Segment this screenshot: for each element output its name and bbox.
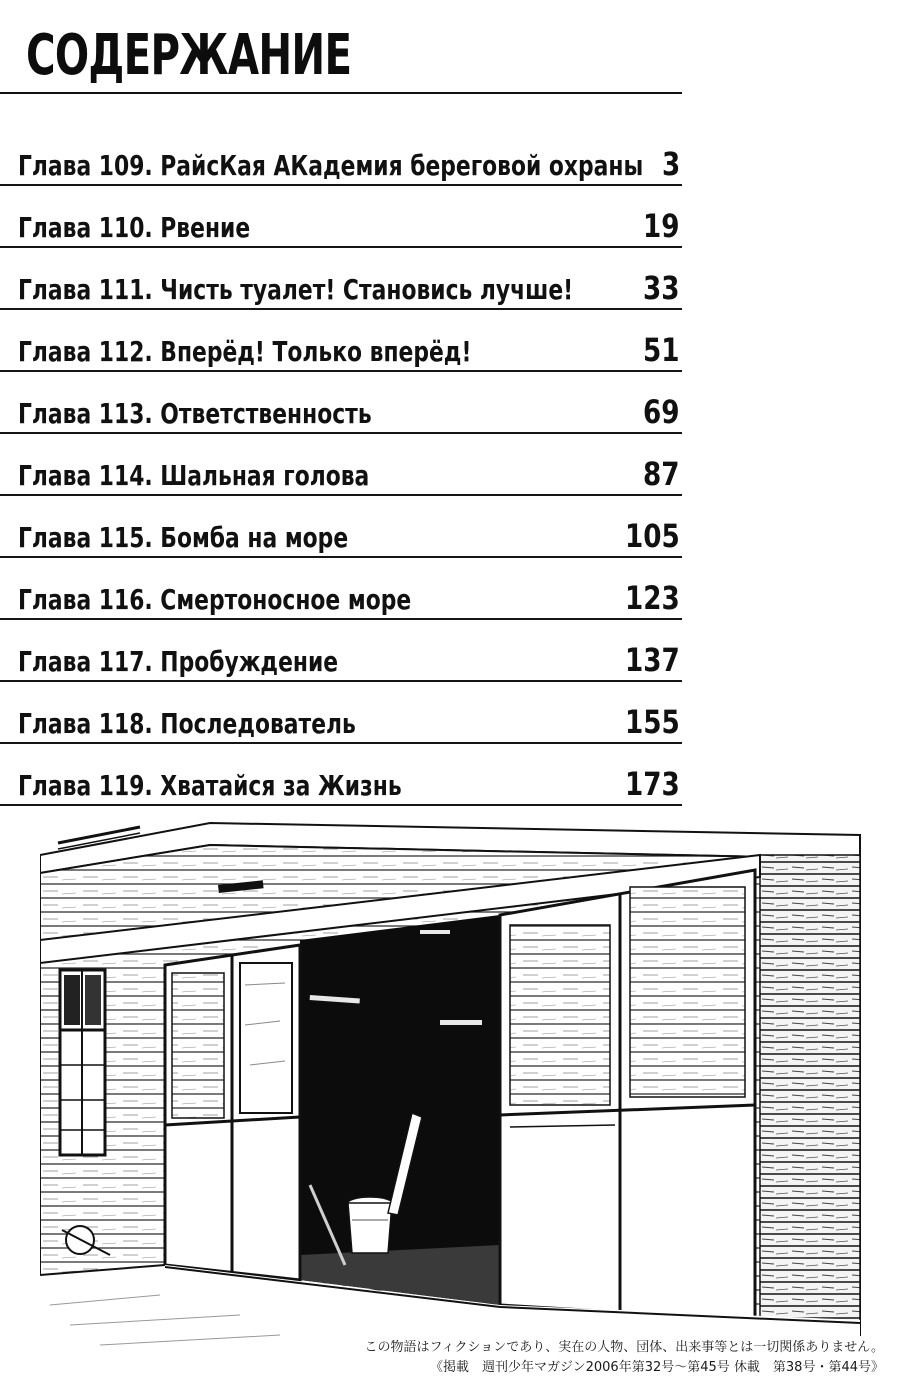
chapter-page-number: 19 — [643, 207, 680, 245]
chapter-title: Глава 116. Смертоносное море — [18, 583, 412, 616]
chapter-page-number: 33 — [643, 269, 680, 307]
chapter-title: Глава 119. Хватайся за Жизнь — [18, 769, 402, 802]
toc-entry — [0, 744, 682, 806]
chapter-page-number: 173 — [625, 765, 680, 803]
toc-entry — [0, 558, 682, 620]
chapter-page-number: 51 — [643, 331, 680, 369]
chapter-title: Глава 114. Шальная голова — [18, 459, 370, 492]
page-title: СОДЕРЖАНИЕ — [26, 23, 352, 88]
warehouse-illustration — [40, 815, 870, 1370]
toc-entry — [0, 186, 682, 248]
chapter-title: Глава 112. Вперёд! Только вперёд! — [18, 335, 472, 368]
chapter-page-number: 155 — [625, 703, 680, 741]
toc-entry — [0, 620, 682, 682]
chapter-title: Глава 117. Пробуждение — [18, 645, 339, 678]
chapter-title: Глава 111. Чисть туалет! Становись лучше! — [18, 273, 574, 306]
toc-entry — [0, 434, 682, 496]
fiction-disclaimer: この物語はフィクションであり、実在の人物、団体、出来事等とは一切関係ありません。 — [364, 1340, 884, 1355]
serialization-info: 《掲載 週刊少年マガジン2006年第32号～第45号 休載 第38号・第44号》 — [429, 1360, 884, 1376]
chapter-page-number: 123 — [625, 579, 680, 617]
chapter-title: Глава 109. РайсКая АКадемия береговой охраны — [18, 149, 644, 182]
chapter-title: Глава 118. Последователь — [18, 707, 356, 740]
toc-entry — [0, 496, 682, 558]
chapter-page-number: 69 — [643, 393, 680, 431]
chapter-page-number: 3 — [661, 145, 680, 183]
toc-entry — [0, 310, 682, 372]
title-divider — [0, 92, 682, 94]
chapter-title: Глава 113. Ответственность — [18, 397, 372, 430]
chapter-page-number: 87 — [643, 455, 680, 493]
chapter-page-number: 137 — [625, 641, 680, 679]
toc-entry — [0, 682, 682, 744]
footer-notes — [363, 1338, 886, 1378]
toc-entry — [0, 248, 682, 310]
chapter-page-number: 105 — [625, 517, 680, 555]
toc-entry — [0, 124, 682, 186]
table-of-contents — [0, 124, 682, 806]
chapter-title: Глава 110. Рвение — [18, 211, 251, 244]
chapter-title: Глава 115. Бомба на море — [18, 521, 349, 554]
toc-entry — [0, 372, 682, 434]
